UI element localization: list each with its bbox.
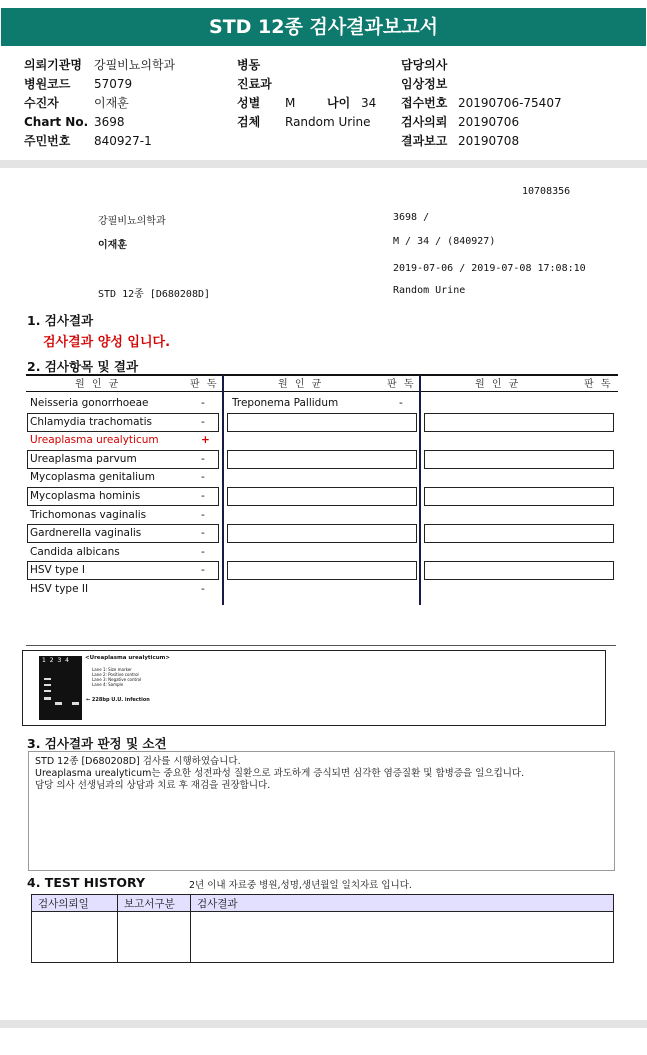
findings-line: Ureaplasma urealyticum는 중요한 성전파성 질환으로 과도하게 증식되면 심각한 염증질환 및 합병증을 일으킵니다. xyxy=(35,768,525,779)
gel-legend xyxy=(92,667,141,687)
gel-legend-item: Lane 3: Negative control xyxy=(92,677,142,682)
pathogen-name: Gardnerella vaginalis xyxy=(30,527,142,540)
pathogen-name: Ureaplasma urealyticum xyxy=(30,434,159,447)
section1-title: 1. 검사결과 xyxy=(27,313,94,328)
col-header-judge: 판 독 xyxy=(190,379,219,390)
pathogen-result: - xyxy=(201,397,205,409)
history-header-row xyxy=(32,895,614,912)
hdr-label: 검사의뢰 xyxy=(401,115,448,129)
meta-patient: 이재훈 xyxy=(98,240,127,251)
hdr-value: 20190708 xyxy=(458,134,520,148)
meta-sex-age: M / 34 / (840927) xyxy=(393,236,496,247)
gel-band xyxy=(72,702,79,705)
hdr-label: 진료과 xyxy=(237,77,272,91)
table-header-line xyxy=(26,391,618,392)
section-divider xyxy=(26,645,616,646)
header-col2 xyxy=(237,56,376,132)
hdr-label: 임상정보 xyxy=(401,77,448,91)
pathogen-name: Mycoplasma hominis xyxy=(30,490,141,502)
gel-band xyxy=(44,690,51,692)
history-col-header: 검사결과 xyxy=(191,895,614,912)
meta-specimen: Random Urine xyxy=(393,285,466,296)
column-divider xyxy=(222,375,224,605)
hdr-label: 접수번호 xyxy=(401,96,448,110)
hdr-label: Chart No. xyxy=(24,115,89,129)
hdr-value: M xyxy=(285,96,296,110)
meta-clinic: 강필비뇨의학과 xyxy=(98,216,166,227)
pathogen-name: Trichomonas vaginalis xyxy=(30,508,147,521)
pathogen-result: - xyxy=(399,397,403,409)
hdr-label: 수진자 xyxy=(24,96,59,110)
empty-result-box xyxy=(424,450,614,469)
gel-arrow-label: ← 228bp U.U. infection xyxy=(86,697,150,703)
empty-result-box xyxy=(424,487,614,506)
pathogen-name: Candida albicans xyxy=(30,545,120,558)
pathogen-name: Neisseria gonorrhoeae xyxy=(30,397,149,409)
age-value: 34 xyxy=(361,96,377,110)
hdr-value: 57079 xyxy=(94,77,133,91)
hdr-label: 의뢰기관명 xyxy=(24,58,82,72)
pathogen-result: - xyxy=(201,415,205,428)
gel-electrophoresis-figure xyxy=(22,650,606,726)
pathogen-result: - xyxy=(201,452,205,465)
history-row xyxy=(32,912,614,963)
pathogen-result: - xyxy=(201,527,205,540)
pathogen-result: - xyxy=(201,490,205,502)
findings-line: STD 12종 [D680208D] 검사를 시행하였습니다. xyxy=(35,756,241,767)
empty-result-box xyxy=(227,524,417,543)
col-header-pathogen: 원 인 균 xyxy=(75,379,121,390)
pathogen-result: - xyxy=(201,545,205,558)
empty-result-box xyxy=(424,413,614,432)
history-col-header: 보고서구분 xyxy=(118,895,191,912)
history-table xyxy=(31,894,614,963)
section2-title: 2. 검사항목 및 결과 xyxy=(27,359,139,374)
hdr-label: 병원코드 xyxy=(24,77,71,91)
report-title: STD 12종 검사결과보고서 xyxy=(1,8,646,46)
gel-legend-item: Lane 2: Positive control xyxy=(92,672,139,677)
hdr-label: 주민번호 xyxy=(24,134,71,148)
meta-chart: 3698 / xyxy=(393,212,430,223)
hdr-label: 담당의사 xyxy=(401,58,448,72)
col-header-pathogen: 원 인 균 xyxy=(278,379,324,390)
history-col-header: 검사의뢰일 xyxy=(32,895,118,912)
empty-result-box xyxy=(227,450,417,469)
section4-title: 4. TEST HISTORY xyxy=(27,875,146,890)
empty-result-box xyxy=(227,561,417,580)
hdr-label: 검체 xyxy=(237,115,261,129)
history-cell xyxy=(191,912,614,963)
pathogen-result: - xyxy=(201,471,205,484)
gel-legend-item: Lane 1: Size marker xyxy=(92,667,132,672)
pathogen-result: + xyxy=(201,434,210,447)
hdr-value: 20190706 xyxy=(458,115,520,129)
findings-box xyxy=(28,751,615,871)
gel-band xyxy=(44,678,51,680)
gel-band xyxy=(44,697,51,700)
hdr-label: 병동 xyxy=(237,58,261,72)
empty-result-box xyxy=(424,524,614,543)
column-divider xyxy=(419,375,421,605)
meta-test: STD 12종 [D680208D] xyxy=(98,289,211,300)
hdr-value: 840927-1 xyxy=(94,134,152,148)
pathogen-name: Treponema Pallidum xyxy=(232,397,339,409)
hdr-value: 20190706-75407 xyxy=(458,96,562,110)
pathogen-result: - xyxy=(201,508,205,521)
footer-divider xyxy=(0,1020,647,1028)
empty-result-box xyxy=(227,413,417,432)
gel-band xyxy=(44,684,51,686)
header-col3 xyxy=(401,56,562,151)
pathogen-result: - xyxy=(201,564,205,577)
gel-band xyxy=(55,702,62,705)
report-number: 10708356 xyxy=(522,186,571,197)
gel-lane-numbers: 1 2 3 4 xyxy=(42,657,70,664)
col-header-pathogen: 원 인 균 xyxy=(475,379,521,390)
hdr-label: 성별 xyxy=(237,96,261,110)
history-cell xyxy=(118,912,191,963)
empty-result-box xyxy=(227,487,417,506)
gel-title: <Ureaplasma urealyticum> xyxy=(85,655,170,661)
history-note: 2년 이내 자료중 병원,성명,생년월일 일치자료 입니다. xyxy=(189,880,412,891)
gel-image xyxy=(39,656,82,720)
gel-legend-item: Lane 4: Sample xyxy=(92,682,124,687)
meta-dates: 2019-07-06 / 2019-07-08 17:08:10 xyxy=(393,263,586,274)
empty-result-box xyxy=(424,561,614,580)
age-label: 나이 xyxy=(327,96,351,110)
hdr-value: 이재훈 xyxy=(94,96,129,110)
hdr-label: 결과보고 xyxy=(401,134,448,148)
pathogen-name: HSV type II xyxy=(30,583,89,595)
header-col1 xyxy=(24,56,175,151)
hdr-value: Random Urine xyxy=(285,115,371,129)
pathogen-name: Ureaplasma parvum xyxy=(30,452,137,465)
pathogen-result: - xyxy=(201,583,205,595)
findings-line: 담당 의사 선생님과의 상담과 치료 후 재검을 권장합니다. xyxy=(35,780,271,791)
history-cell xyxy=(32,912,118,963)
hdr-value: 강필비뇨의학과 xyxy=(94,58,176,72)
col-header-judge: 판 독 xyxy=(584,379,613,390)
pathogen-name: Mycoplasma genitalium xyxy=(30,471,155,484)
header-divider xyxy=(0,160,647,168)
hdr-value: 3698 xyxy=(94,115,125,129)
col-header-judge: 판 독 xyxy=(387,379,416,390)
pathogen-name: HSV type I xyxy=(30,564,85,577)
section3-title: 3. 검사결과 판정 및 소견 xyxy=(27,736,167,751)
pathogen-name: Chlamydia trachomatis xyxy=(30,415,153,428)
result-summary: 검사결과 양성 입니다. xyxy=(43,335,171,350)
